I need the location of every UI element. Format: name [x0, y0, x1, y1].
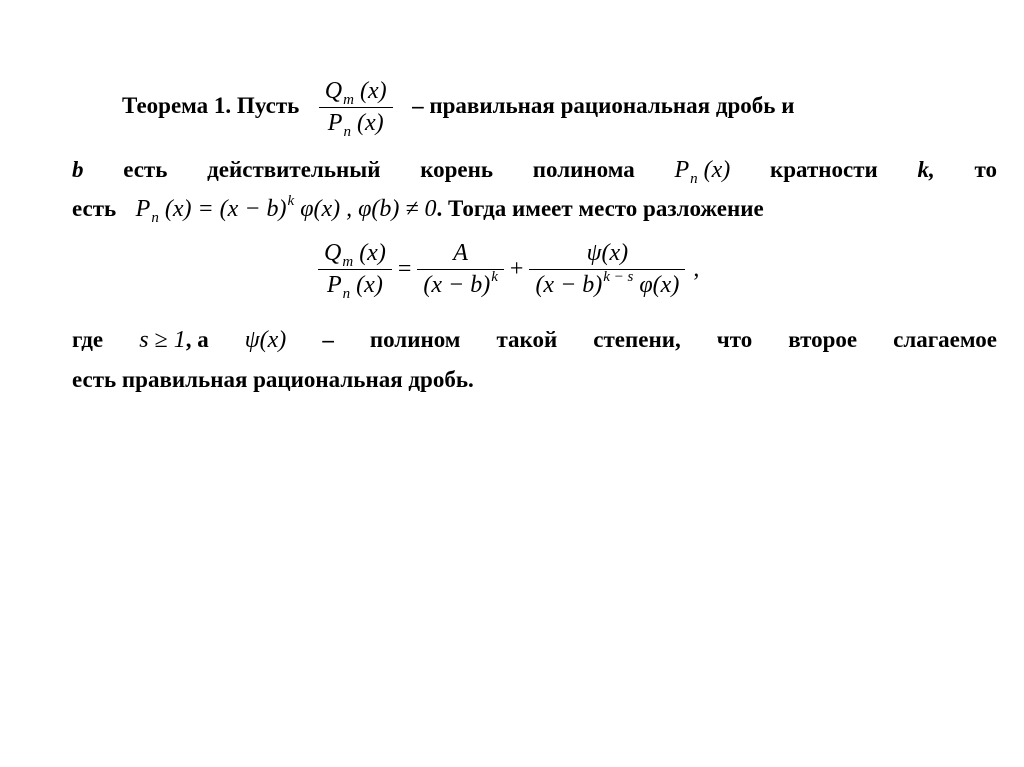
psi-of-x: ψ(x)	[244, 327, 287, 353]
n-subscript: n	[342, 286, 351, 302]
m-subscript: m	[343, 92, 354, 108]
word-multiplicity: кратности	[770, 157, 878, 182]
plus-sign: +	[509, 256, 524, 282]
word-to: то	[974, 157, 997, 182]
n-subscript: n	[690, 171, 698, 187]
x-argument: (x)	[359, 240, 386, 266]
p-symbol: P	[135, 196, 151, 222]
theorem-line-1	[122, 78, 795, 140]
m-subscript: m	[342, 254, 354, 270]
phi-condition: φ(x) , φ(b) ≠ 0	[294, 196, 437, 222]
word-vtoroe: второе	[788, 327, 858, 352]
second-term-fraction	[529, 240, 685, 299]
first-term-fraction	[417, 240, 504, 299]
p-symbol: P	[674, 157, 690, 183]
word-est: есть	[72, 196, 117, 221]
text-proper-fraction: – правильная рациональная дробь и	[412, 92, 795, 118]
x-argument: (x)	[356, 110, 384, 136]
decomposition-formula	[318, 240, 700, 302]
theorem-heading: Теорема 1. Пусть	[122, 92, 300, 118]
x-minus-b: = (x − b)	[197, 196, 287, 222]
phi-of-x: φ(x)	[639, 272, 680, 298]
fraction-q-over-p	[319, 78, 393, 140]
x-minus-b: (x − b)	[423, 272, 491, 298]
equals-sign: =	[397, 256, 412, 282]
theorem-line-3	[72, 193, 764, 226]
a-constant: A	[453, 240, 468, 266]
theorem-line-6: есть правильная рациональная дробь.	[72, 367, 474, 392]
word-polynom: полином	[369, 327, 461, 352]
n-subscript: n	[343, 124, 351, 140]
x-argument: (x)	[164, 196, 192, 222]
b-variable: b	[72, 157, 84, 182]
word-takoy: такой	[496, 327, 558, 352]
word-real: действительный	[207, 157, 381, 182]
word-stepeni: степени,	[593, 327, 681, 352]
theorem-line-2	[72, 157, 997, 187]
dash: –	[322, 327, 334, 352]
p-symbol: P	[327, 272, 342, 298]
x-argument: (x)	[359, 78, 387, 104]
x-argument: (x)	[356, 272, 383, 298]
word-chto: что	[716, 327, 753, 352]
k-exponent: k	[287, 193, 295, 209]
x-minus-b: (x − b)	[535, 272, 603, 298]
theorem-line-5	[72, 327, 997, 354]
word-a: , а	[185, 327, 209, 352]
k-variable: k,	[917, 157, 935, 182]
k-exponent: k	[491, 269, 498, 285]
p-symbol: P	[327, 110, 343, 136]
n-subscript: n	[151, 210, 159, 226]
q-symbol: Q	[324, 240, 342, 266]
lhs-fraction	[318, 240, 392, 302]
x-argument: (x)	[703, 157, 731, 183]
psi-of-x: ψ(x)	[586, 240, 629, 266]
formula-comma: ,	[693, 256, 700, 282]
word-polynomial: полинома	[532, 157, 635, 182]
s-condition-group	[139, 327, 209, 354]
word-root: корень	[420, 157, 494, 182]
word-est: есть	[123, 157, 168, 182]
pn-of-x	[674, 157, 731, 187]
k-minus-s-exponent: k − s	[603, 269, 634, 285]
text-then-decomposition: . Тогда имеет место разложение	[436, 196, 764, 221]
s-ge-1: s ≥ 1	[139, 327, 186, 353]
word-slagaemoe: слагаемое	[893, 327, 997, 352]
factorization-formula	[135, 193, 437, 226]
word-gde: где	[72, 327, 104, 352]
q-symbol: Q	[324, 78, 343, 104]
